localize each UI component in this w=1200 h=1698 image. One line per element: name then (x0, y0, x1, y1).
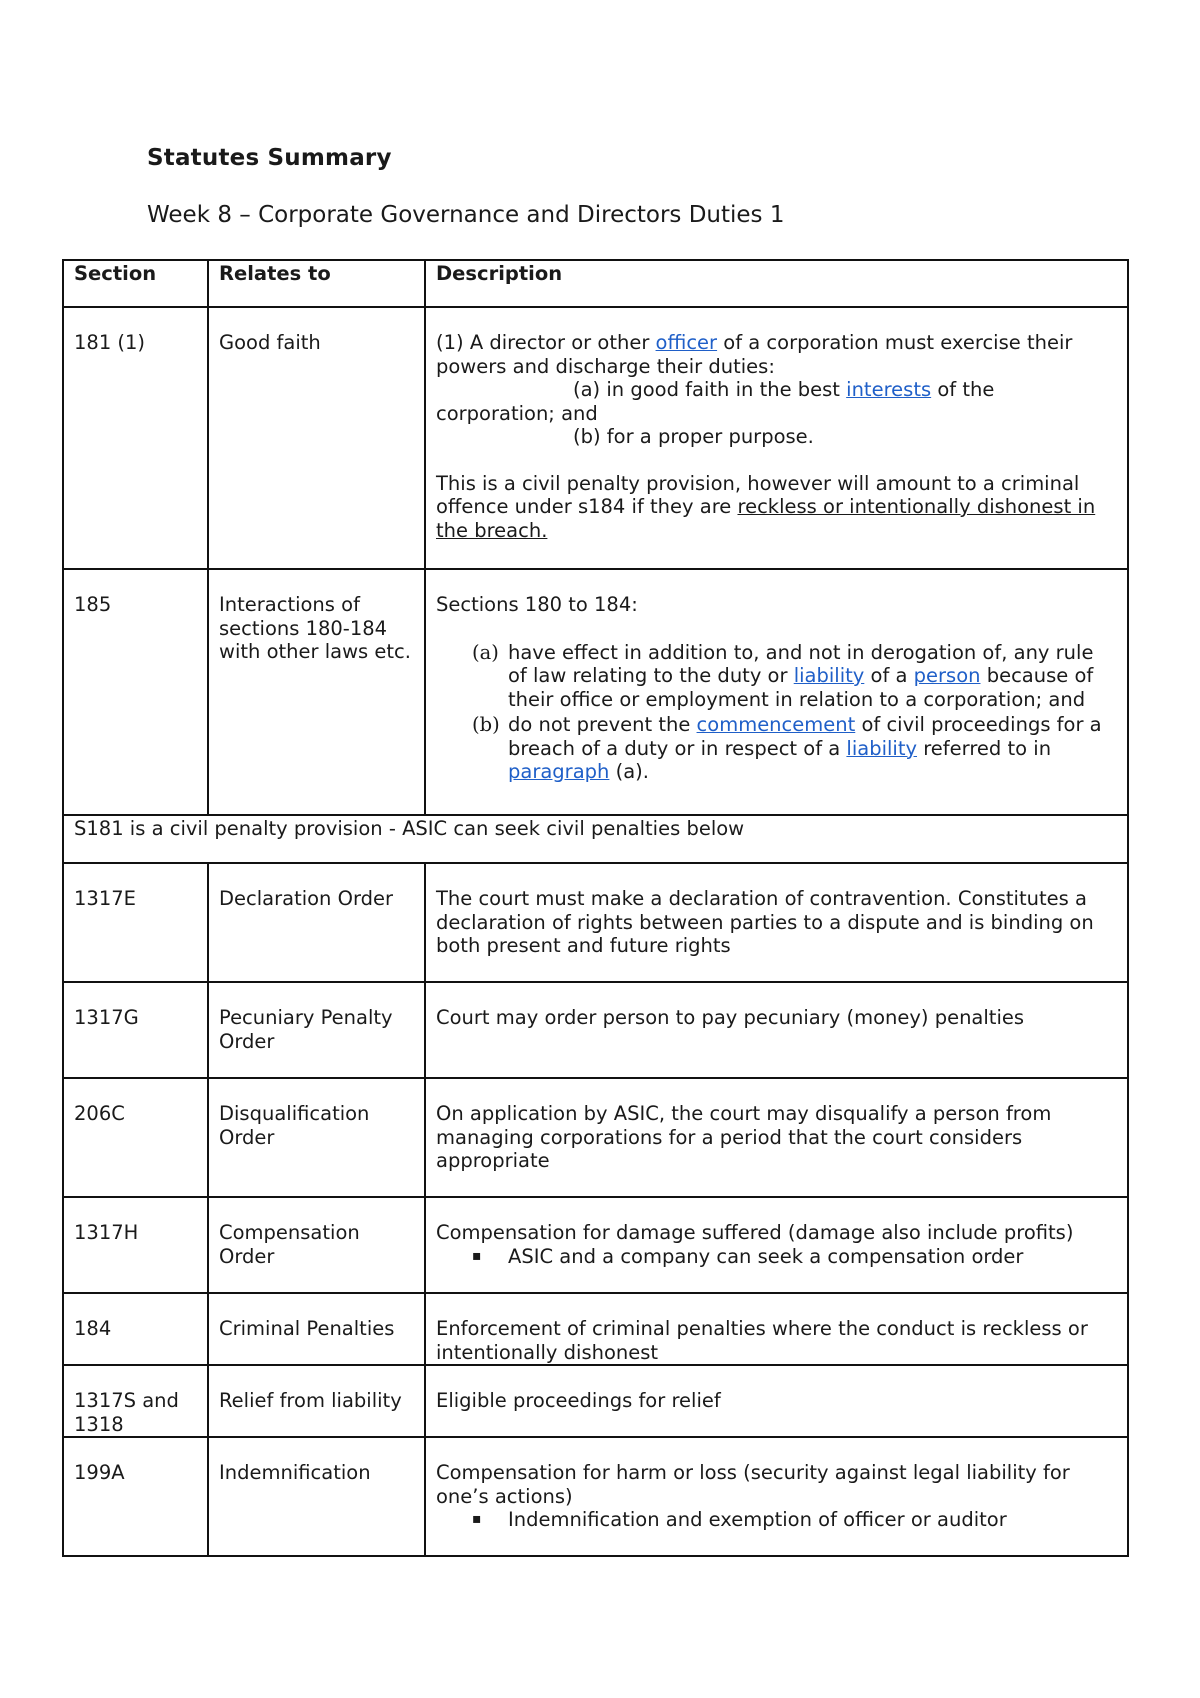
bullet-list (436, 1508, 1117, 1532)
section-cell: 1317S and 1318 (63, 1365, 208, 1437)
table-row (63, 982, 1128, 1078)
liability-link[interactable]: liability (793, 664, 865, 687)
relates-cell: Indemnification (208, 1437, 425, 1556)
section-cell: 1317G (63, 982, 208, 1078)
bullet-icon: ▪ (472, 1247, 482, 1264)
table-row (63, 307, 1128, 569)
table-row (63, 569, 1128, 815)
description-text: Compensation for harm or loss (security against legal liability for one’s actions) (436, 1461, 1070, 1508)
section-cell: 206C (63, 1078, 208, 1197)
relates-cell: Interactions of sections 180-184 with other laws etc. (208, 569, 425, 815)
item-marker: (a) (472, 640, 499, 664)
commencement-link[interactable]: commencement (696, 713, 856, 736)
list-item: (a) have effect in addition to, and not in derogation of, any rule of law relating to the duty or liability of a person because of their office or employment in relation to a corporation; and (472, 640, 1094, 711)
relates-cell: Criminal Penalties (208, 1293, 425, 1365)
officer-link[interactable]: officer (655, 331, 718, 354)
provision-intro: Sections 180 to 184: (436, 593, 638, 616)
relates-cell: Disqualification Order (208, 1078, 425, 1197)
relates-cell: Compensation Order (208, 1197, 425, 1293)
provision-list (436, 641, 1117, 784)
document-subtitle: Week 8 – Corporate Governance and Directors Duties 1 (147, 202, 785, 228)
section-cell: 1317E (63, 863, 208, 982)
description-cell (425, 307, 1128, 569)
table-row (63, 1197, 1128, 1293)
relates-cell: Good faith (208, 307, 425, 569)
description-cell (425, 569, 1128, 815)
paragraph-link[interactable]: paragraph (508, 760, 610, 783)
list-item: ▪ Indemnification and exemption of officer or auditor (472, 1508, 1007, 1531)
table-row (63, 863, 1128, 982)
header-section: Section (63, 260, 208, 307)
provision-item-b: (b) for a proper purpose. (573, 425, 814, 448)
table-row (63, 1293, 1128, 1365)
description-cell: On application by ASIC, the court may disqualify a person from managing corporations for a period that the court considers appropriate (425, 1078, 1128, 1197)
relates-cell: Relief from liability (208, 1365, 425, 1437)
header-description: Description (425, 260, 1128, 307)
description-cell: Court may order person to pay pecuniary (money) penalties (425, 982, 1128, 1078)
provision-text: (1) A director or other officer of a corporation must exercise their powers and discharge their duties: (436, 331, 1073, 378)
section-cell: 199A (63, 1437, 208, 1556)
description-cell (425, 1437, 1128, 1556)
document-title: Statutes Summary (147, 145, 392, 171)
bullet-list (436, 1245, 1117, 1269)
list-item: (b) do not prevent the commencement of civil proceedings for a breach of a duty or in respect of a liability referred to in paragraph (a). (472, 713, 1102, 783)
bullet-icon: ▪ (472, 1511, 482, 1527)
person-link[interactable]: person (913, 664, 981, 687)
interests-link[interactable]: interests (846, 378, 932, 401)
reckless-dishonest-text: reckless or intentionally dishonest in the breach. (436, 495, 1096, 542)
table-header-row (63, 260, 1128, 307)
liability-link[interactable]: liability (846, 736, 918, 760)
table-row (63, 1437, 1128, 1556)
section-cell: 1317H (63, 1197, 208, 1293)
statutes-table (62, 259, 1129, 1557)
provision-item-a: (a) in good faith in the best interests of the (573, 378, 995, 401)
table-row (63, 1078, 1128, 1197)
provision-item-a-continued: corporation; and (436, 401, 598, 425)
description-cell (425, 1197, 1128, 1293)
civil-penalty-note: This is a civil penalty provision, however will amount to a criminal offence under s184 if they are reckless or intentionally dishonest in the breach. (436, 471, 1096, 542)
list-item: ▪ ASIC and a company can seek a compensation order (472, 1244, 1024, 1268)
section-cell: 185 (63, 569, 208, 815)
relates-cell: Pecuniary Penalty Order (208, 982, 425, 1078)
section-cell: 184 (63, 1293, 208, 1365)
item-marker: (b) (472, 713, 500, 736)
description-cell: The court must make a declaration of contravention. Constitutes a declaration of rights between parties to a dispute and is binding on both present and future rights (425, 863, 1128, 982)
description-text: Compensation for damage suffered (damage also include profits) (436, 1221, 1074, 1244)
civil-penalty-heading: S181 is a civil penalty provision - ASIC can seek civil penalties below (63, 815, 1128, 863)
table-note-row (63, 815, 1128, 863)
table-row (63, 1365, 1128, 1437)
description-cell: Enforcement of criminal penalties where the conduct is reckless or intentionally dishonest (425, 1293, 1128, 1365)
header-relates-to: Relates to (208, 260, 425, 307)
description-cell: Eligible proceedings for relief (425, 1365, 1128, 1437)
relates-cell: Declaration Order (208, 863, 425, 982)
section-cell: 181 (1) (63, 307, 208, 569)
